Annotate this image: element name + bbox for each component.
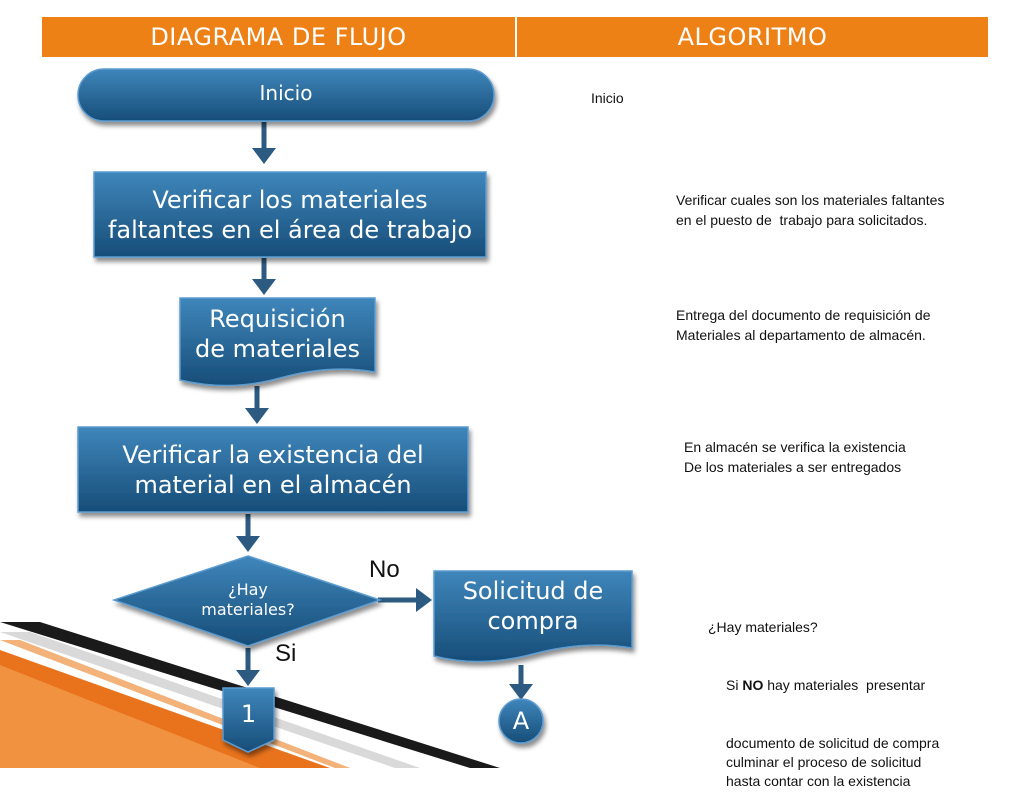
algorithm-step4	[708, 579, 939, 811]
step1-label: Verificar los materiales faltantes en el área de trabajo	[107, 185, 473, 244]
flowchart-header: DIAGRAMA DE FLUJO	[42, 17, 515, 57]
algorithm-step4-rest: documento de solicitud de compra culminar el proceso de solicitud hasta contar con la existencia	[726, 734, 940, 790]
solicitud-label: Solicitud de compra	[462, 577, 604, 635]
algorithm-step3: En almacén se verifica la existencia De los materiales a ser entregados	[684, 439, 906, 476]
step2-label: Requisición de materiales	[194, 305, 361, 363]
arrowhead	[252, 279, 276, 295]
algorithm-step4-pre: Si	[726, 676, 743, 693]
start-label: Inicio	[259, 80, 313, 105]
connector-a-label: A	[512, 707, 530, 735]
decision-label: ¿Hay materiales?	[201, 580, 295, 619]
arrowhead	[236, 670, 260, 686]
arrowhead	[252, 148, 276, 164]
arrowhead	[245, 408, 269, 424]
algorithm-step1: Verificar cuales son los materiales faltantes en el puesto de trabajo para solicitados.	[676, 192, 945, 229]
algorithm-header: ALGORITMO	[517, 17, 988, 57]
arrowhead	[236, 536, 260, 552]
arrowhead	[416, 588, 432, 612]
algorithm-step4-post: hay materiales presentar	[763, 676, 926, 693]
algorithm-start: Inicio	[591, 90, 624, 106]
algorithm-step2: Entrega del documento de requisición de Materiales al departamento de almacén.	[676, 307, 931, 344]
step3-label: Verificar la existencia del material en el almacén	[122, 440, 424, 499]
connector-1-label: 1	[240, 700, 257, 728]
arrowhead	[509, 684, 533, 700]
algorithm-step4-title: ¿Hay materiales?	[708, 618, 818, 635]
algorithm-step4-bold: NO	[742, 676, 764, 693]
label-no: No	[369, 556, 400, 583]
label-si: Si	[275, 640, 297, 667]
algorithm-step4-line1	[708, 676, 939, 695]
